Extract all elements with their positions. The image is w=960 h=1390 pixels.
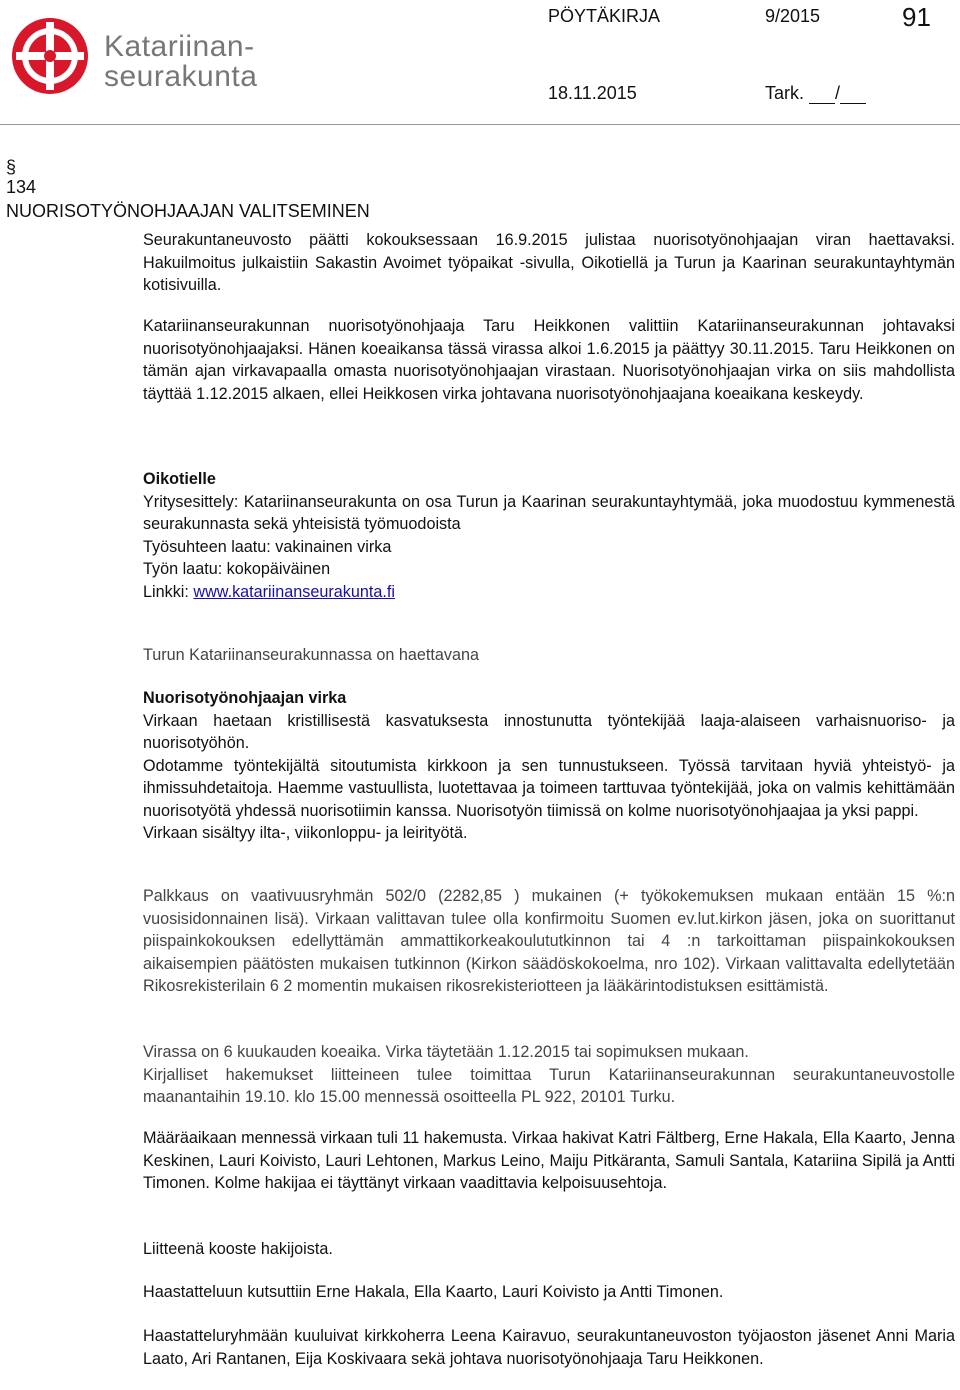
doc-number: 9/2015 xyxy=(765,6,821,26)
employment-type: Työsuhteen laatu: vakinainen virka xyxy=(143,537,392,556)
oikotie-section xyxy=(143,468,955,603)
section-heading xyxy=(6,155,370,223)
intro-paragraph-1: Seurakuntaneuvosto päätti kokouksessaan 16.9.2015 julistaa nuorisotyönohjaajan viran haettavaksi. Hakuilmoitus julkaistiin Sakastin Avoimet työpaikat -sivulla, Oikotiellä ja Turun ja Kaarinan seurakuntayhtymän kotisivuilla. xyxy=(143,231,955,294)
intro-paragraph-2: Katariinanseurakunnan nuorisotyönohjaaja Taru Heikkonen valittiin Katariinanseurakunnan johtavaksi nuorisotyönohjaajaksi. Hänen koeaikansa tässä virassa alkoi 1.6.2015 ja päättyy 30.11.2015. Taru Heikkonen on tämän ajan virkavapaalla omasta nuorisotyönohjaajan virastaan. Nuorisotyönohjaajan virka on siis mahdollista täyttää 1.12.2015 alkaen, ellei Heikkosen virka johtavana nuorisotyönohjaajana koeaikana keskeydy. xyxy=(143,317,955,403)
church-emblem-icon xyxy=(8,14,92,98)
job-ad xyxy=(143,687,955,845)
section-number: 134 xyxy=(6,177,37,197)
website-link[interactable]: www.katariinanseurakunta.fi xyxy=(193,582,395,601)
doc-type: PÖYTÄKIRJA xyxy=(548,6,661,26)
salary-paragraph: Palkkaus on vaativuusryhmän 502/0 (2282,85 ) mukainen (+ työkokemuksen mukaan entään 15 %:n vuosisidonnainen lisä). Virkaan valittavan tulee olla konfirmoitu Suomen ev.lut.kirkon jäsen, joka on suorittanut piispainkokouksen edellyttämän ammattikorkeakoulututkinnon tai 4 :n tarkoittaman piispainkokouksen aikaisempien päätösten mukaisen tutkinnon (Kirkon säädöskokoelma, nro 102). Virkaan valittavalta edellytetään Rikosrekisterilain 6 2 momentin mukaisen rikosrekisteriotteen ja lääkärintodistuksen esittämistä. xyxy=(143,887,955,995)
logo-line-1: Katariinan- xyxy=(104,30,255,63)
oikotie-heading: Oikotielle xyxy=(143,470,216,488)
attachment-note: Liitteenä kooste hakijoista. xyxy=(143,1240,333,1258)
section-title: NUORISOTYÖNOHJAAJAN VALITSEMINEN xyxy=(6,201,370,221)
section-symbol: § xyxy=(6,157,17,177)
page-number: 91 xyxy=(902,2,931,32)
trial-period: Virassa on 6 kuukauden koeaika. Virka täytetään 1.12.2015 tai sopimuksen mukaan. xyxy=(143,1043,749,1061)
check-field xyxy=(765,82,866,104)
check-separator: / xyxy=(835,83,841,103)
interviewed-paragraph: Haastatteluun kutsuttiin Erne Hakala, Ella Kaarto, Lauri Koivisto ja Antti Timonen. xyxy=(143,1283,724,1301)
link-label: Linkki: xyxy=(143,582,189,601)
job-description: Virkaan haetaan kristillisestä kasvatuksesta innostunutta työntekijää laaja-alaiseen varhaisnuoriso- ja nuorisotyöhön. xyxy=(143,711,955,752)
header-divider xyxy=(0,124,960,125)
job-expectations: Odotamme työntekijältä sitoutumista kirkkoon ja sen tunnustukseen. Työssä tarvitaan hyviä yhteistyö- ja ihmissuhdetaitoja. Haemme vastuullista, luotettavaa ja toimeen tarttuvaa työntekijää, joka on valmis kehittämään nuorisotyötä yhdessä nuorisotiimin kanssa. Nuorisotyön tiimissä on kolme nuorisotyönohjaajaa ja yksi pappi. xyxy=(143,756,955,820)
logo-line-2: seurakunta xyxy=(104,60,258,93)
job-title: Nuorisotyönohjaajan virka xyxy=(143,689,347,707)
application-instructions: Kirjalliset hakemukset liitteineen tulee toimittaa Turun Katariinanseurakunnan seurakuntaneuvostolle maanantaihin 19.10. klo 15.00 mennessä osoitteella PL 922, 20101 Turku. xyxy=(143,1065,955,1106)
link-line xyxy=(143,581,955,604)
church-logo xyxy=(8,14,298,102)
check-blank-1 xyxy=(809,86,835,104)
ad-intro: Turun Katariinanseurakunnassa on haettavana xyxy=(143,646,479,664)
check-label: Tark. xyxy=(765,83,805,103)
company-description: Yritysesittely: Katariinanseurakunta on osa Turun ja Kaarinan seurakuntayhtymää, joka muodostuu kymmenestä seurakunnasta sekä yhteisistä työmuodoista xyxy=(143,492,955,533)
applicants-paragraph: Määräaikaan mennessä virkaan tuli 11 hakemusta. Virkaa hakivat Katri Fältberg, Erne Hakala, Ella Kaarto, Jenna Keskinen, Lauri Koivisto, Lauri Lehtonen, Markus Leino, Maiju Pitkäranta, Samuli Santala, Katariina Sipilä ja Antti Timonen. Kolme hakijaa ei täyttänyt virkaan vaadittavia kelpoisuusehtoja. xyxy=(143,1129,955,1192)
check-blank-2 xyxy=(840,86,866,104)
work-type: Työn laatu: kokopäiväinen xyxy=(143,560,331,578)
application-info xyxy=(143,1041,955,1109)
job-includes: Virkaan sisältyy ilta-, viikonloppu- ja leirityötä. xyxy=(143,824,468,842)
meeting-date: 18.11.2015 xyxy=(548,83,637,103)
panel-paragraph: Haastatteluryhmään kuuluivat kirkkoherra Leena Kairavuo, seurakuntaneuvoston työjaoston jäsenet Anni Maria Laato, Ari Rantanen, Eija Koskivaara sekä johtava nuorisotyönohjaaja Taru Heikkonen. xyxy=(143,1327,955,1368)
